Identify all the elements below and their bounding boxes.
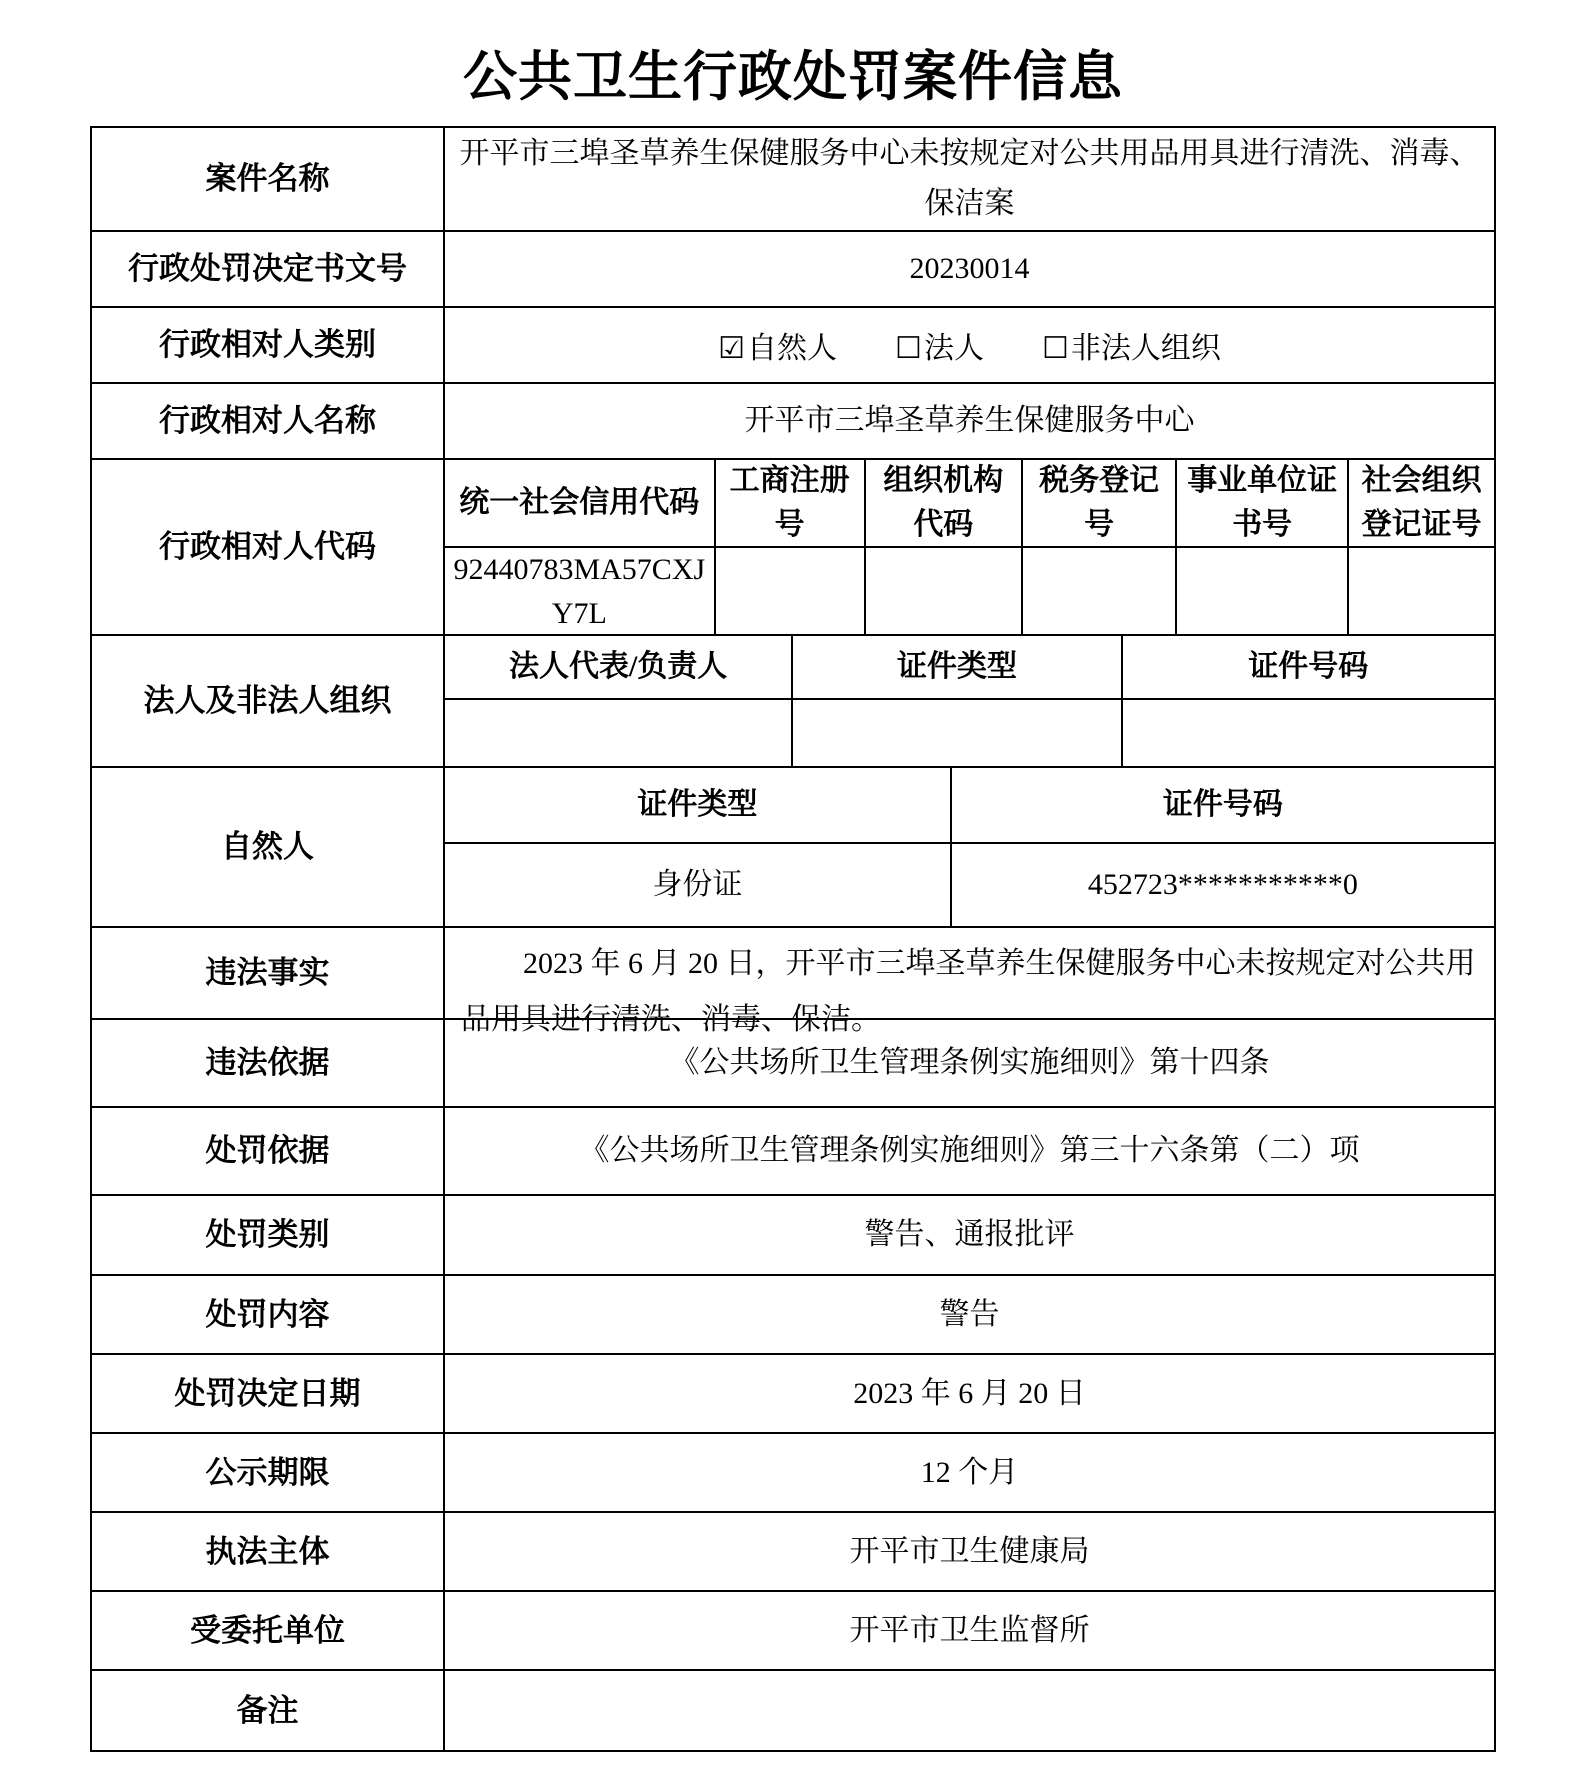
illegal-basis-label: 违法依据 (92, 1020, 445, 1106)
header-np-id-type: 证件类型 (445, 768, 952, 842)
checkbox-unchecked-icon: ☐ (1041, 332, 1069, 365)
case-name-value: 开平市三埠圣草养生保健服务中心未按规定对公共用品用具进行清洗、消毒、保洁案 (459, 137, 1480, 220)
natural-person-subgrid (445, 768, 1494, 926)
party-codes-subgrid (445, 460, 1494, 634)
publicity-period-label: 公示期限 (92, 1434, 445, 1511)
header-legal-rep: 法人代表/负责人 (445, 636, 793, 698)
party-codes-header-row (445, 460, 1494, 548)
value-id-number (1123, 700, 1494, 766)
header-business-reg-no: 工商注册号 (716, 460, 866, 546)
entrusted-unit-value: 开平市卫生监督所 (849, 1613, 1090, 1647)
enforcement-body-value: 开平市卫生健康局 (849, 1534, 1090, 1568)
value-social-org-cert-no (1349, 548, 1494, 636)
header-id-number: 证件号码 (1248, 650, 1369, 683)
table-row-doc-no (92, 232, 1494, 308)
table-row-legal-org (92, 636, 1494, 768)
table-row-publicity-period (92, 1434, 1494, 1513)
table-row-entrusted-unit (92, 1592, 1494, 1671)
checkbox-label-legal-person: 法人 (923, 332, 984, 365)
table-row-penalty-basis (92, 1108, 1494, 1196)
natural-person-value-row (445, 844, 1494, 926)
header-institution-cert-no: 事业单位证书号 (1177, 460, 1349, 546)
checkbox-option-natural-person (718, 323, 837, 367)
legal-org-value-row (445, 700, 1494, 766)
party-name-label: 行政相对人名称 (92, 384, 445, 458)
value-legal-rep (445, 700, 793, 766)
header-credit-code: 统一社会信用代码 (445, 460, 716, 546)
penalty-type-value: 警告、通报批评 (864, 1218, 1075, 1251)
penalty-basis-label: 处罚依据 (92, 1108, 445, 1194)
party-type-options (445, 308, 1494, 382)
table-row-enforcement-body (92, 1513, 1494, 1592)
table-row-illegal-fact (92, 928, 1494, 1036)
header-np-id-number: 证件号码 (1162, 788, 1283, 821)
penalty-case-info-table (90, 126, 1496, 1752)
header-id-type: 证件类型 (793, 636, 1122, 698)
legal-org-header-row (445, 636, 1494, 700)
remarks-value (445, 1671, 1494, 1750)
party-codes-value-row (445, 548, 1494, 636)
illegal-fact-value: 2023 年 6 月 20 日，开平市三埠圣草养生保健服务中心未按规定对公共用品用具进行清洗、消毒、保洁。 (461, 947, 1476, 1036)
table-row-natural-person (92, 768, 1494, 928)
table-row-party-name (92, 384, 1494, 460)
party-codes-label: 行政相对人代码 (92, 460, 445, 634)
natural-person-label: 自然人 (92, 768, 445, 926)
illegal-fact-label: 违法事实 (92, 928, 445, 1018)
table-row-penalty-date (92, 1355, 1494, 1434)
publicity-period-value: 12 个月 (920, 1455, 1019, 1489)
penalty-date-value: 2023 年 6 月 20 日 (853, 1376, 1086, 1410)
header-social-org-cert-no: 社会组织登记证号 (1361, 464, 1482, 541)
checkbox-option-legal-person (895, 323, 984, 367)
table-row-remarks (92, 1671, 1494, 1750)
table-row-penalty-type (92, 1196, 1494, 1276)
value-institution-cert-no (1177, 548, 1349, 636)
penalty-content-value: 警告 (939, 1297, 1000, 1331)
checkbox-unchecked-icon: ☐ (895, 332, 922, 365)
page-title: 公共卫生行政处罚案件信息 (463, 47, 1123, 107)
penalty-type-label: 处罚类别 (92, 1196, 445, 1274)
checkbox-label-unincorporated-org: 非法人组织 (1070, 332, 1221, 365)
enforcement-body-label: 执法主体 (92, 1513, 445, 1590)
penalty-basis-value: 《公共场所卫生管理条例实施细则》第三十六条第（二）项 (579, 1134, 1360, 1167)
party-name-value: 开平市三埠圣草养生保健服务中心 (744, 404, 1195, 437)
table-row-illegal-basis (92, 1020, 1494, 1108)
checkbox-option-unincorporated-org (1042, 323, 1221, 367)
entrusted-unit-label: 受委托单位 (92, 1592, 445, 1669)
penalty-date-label: 处罚决定日期 (92, 1355, 445, 1432)
legal-org-subgrid (445, 636, 1494, 766)
checkbox-checked-icon: ☑ (718, 332, 746, 365)
table-row-penalty-content (92, 1276, 1494, 1355)
value-np-id-number: 452723***********0 (1087, 868, 1358, 901)
value-id-type (793, 700, 1122, 766)
value-credit-code: 92440783MA57CXJY7L (445, 548, 716, 636)
party-type-label: 行政相对人类别 (92, 308, 445, 382)
table-row-party-codes (92, 460, 1494, 636)
value-tax-reg-no (1023, 548, 1177, 636)
checkbox-label-natural-person: 自然人 (747, 332, 838, 365)
table-row-case-name (92, 128, 1494, 232)
remarks-label: 备注 (92, 1671, 445, 1750)
illegal-basis-value: 《公共场所卫生管理条例实施细则》第十四条 (669, 1046, 1270, 1079)
header-tax-reg-no: 税务登记号 (1023, 460, 1177, 546)
penalty-content-label: 处罚内容 (92, 1276, 445, 1353)
doc-no-label: 行政处罚决定书文号 (92, 232, 445, 306)
natural-person-header-row (445, 768, 1494, 844)
table-row-party-type (92, 308, 1494, 384)
value-np-id-type: 身份证 (445, 844, 952, 926)
value-business-reg-no (716, 548, 866, 636)
case-name-label: 案件名称 (92, 128, 445, 230)
doc-no-value: 20230014 (909, 252, 1030, 285)
value-org-code (866, 548, 1023, 636)
header-org-code: 组织机构代码 (866, 460, 1023, 546)
legal-org-label: 法人及非法人组织 (92, 636, 445, 766)
